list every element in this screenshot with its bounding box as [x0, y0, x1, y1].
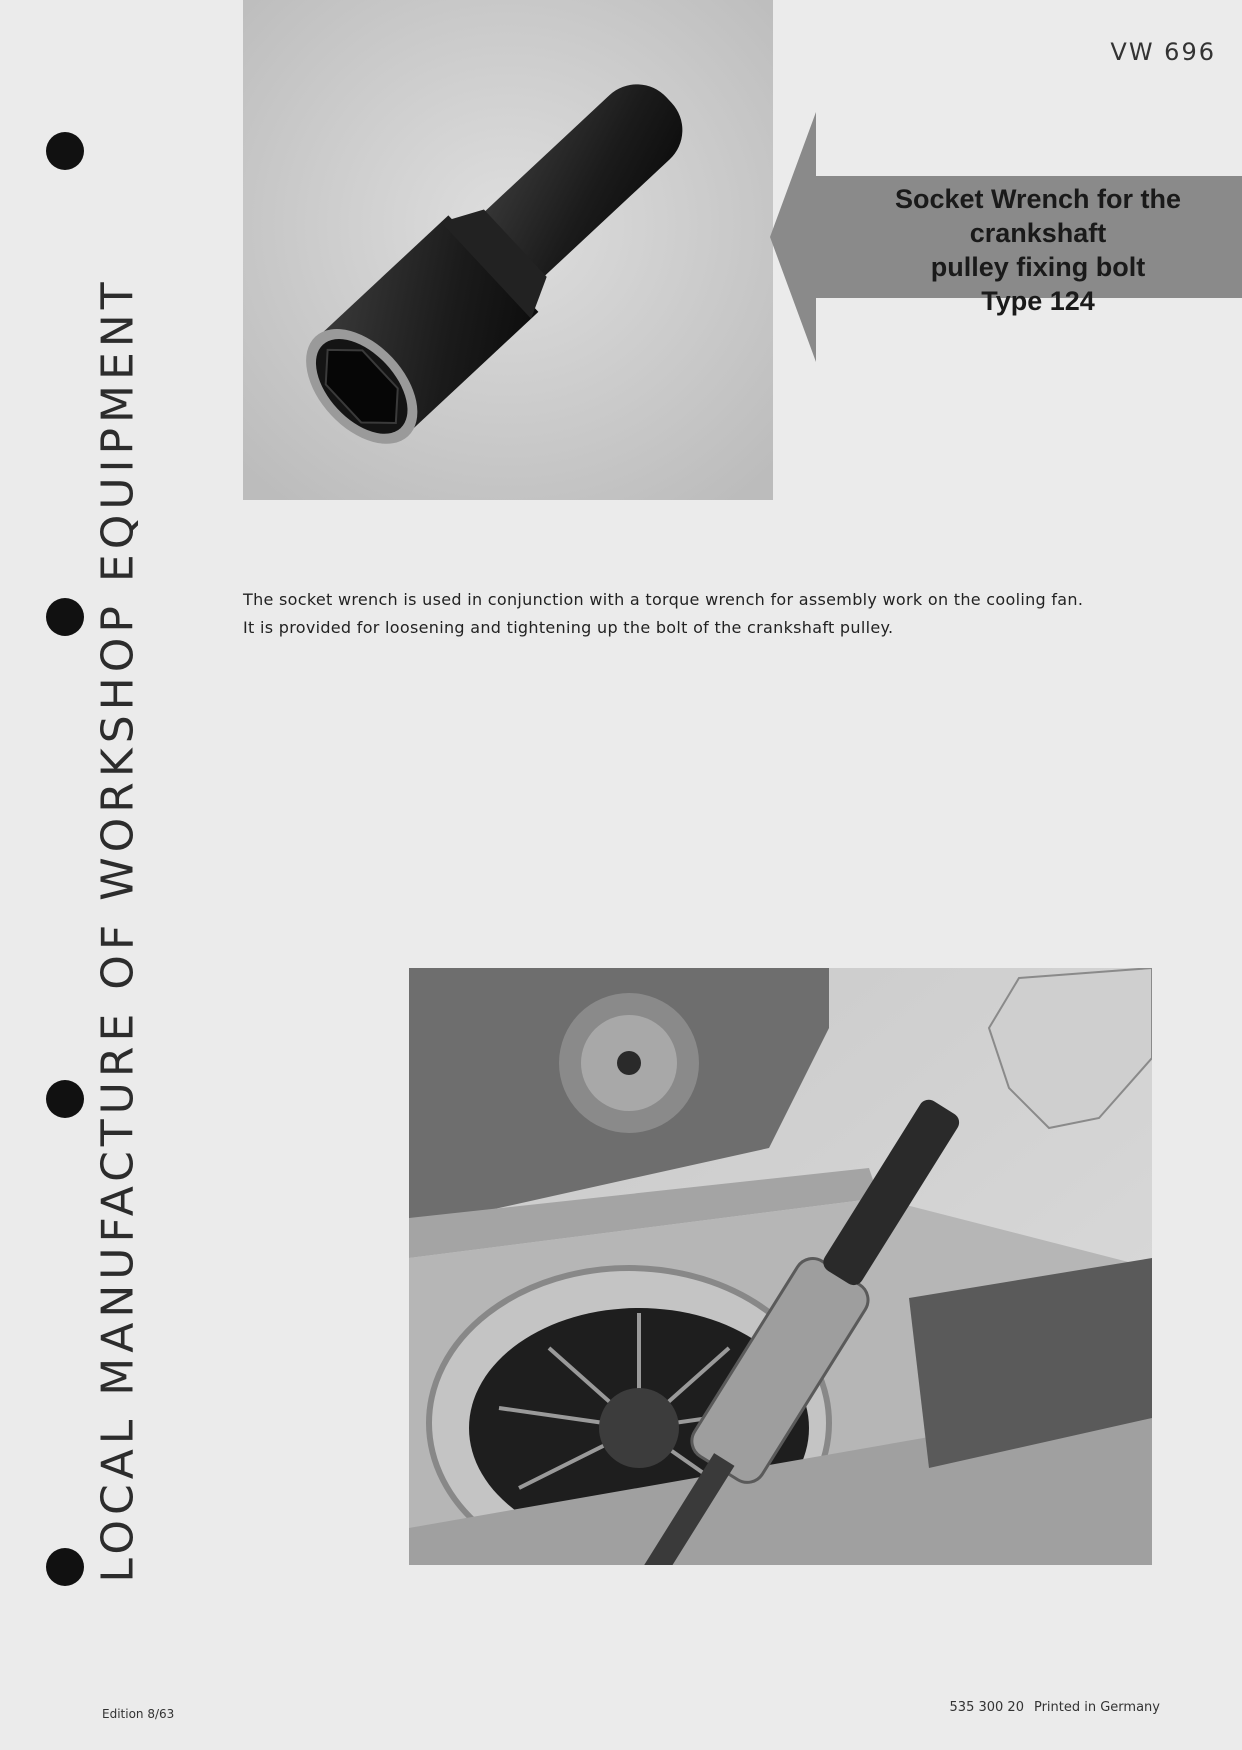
description	[243, 586, 1143, 642]
binder-hole-2	[46, 598, 84, 636]
print-info	[950, 1700, 1160, 1715]
binder-hole-4	[46, 1548, 84, 1586]
document-number: VW 696	[1110, 38, 1216, 66]
description-line-2: It is provided for loosening and tightening up the bolt of the crankshaft pulley.	[243, 618, 894, 637]
binder-hole-3	[46, 1080, 84, 1118]
tool-title	[838, 182, 1238, 318]
title-arrow	[770, 112, 1242, 362]
binder-hole-1	[46, 132, 84, 170]
printed-in-label: Printed in Germany	[1033, 1700, 1160, 1715]
description-line-1: The socket wrench is used in conjunction with a torque wrench for assembly work on the cooling fan.	[243, 590, 1084, 609]
tool-title-line-3: Type 124	[981, 286, 1095, 316]
tool-title-line-2: pulley fixing bolt	[930, 252, 1146, 282]
usage-photo	[409, 968, 1152, 1565]
spine-title: LOCAL MANUFACTURE OF WORKSHOP EQUIPMENT	[92, 277, 144, 1583]
part-number: 535 300 20	[949, 1700, 1024, 1715]
socket-wrench-photo	[243, 0, 773, 500]
tool-title-line-1: Socket Wrench for the crankshaft	[894, 184, 1182, 248]
edition-label: Edition 8/63	[102, 1707, 175, 1721]
